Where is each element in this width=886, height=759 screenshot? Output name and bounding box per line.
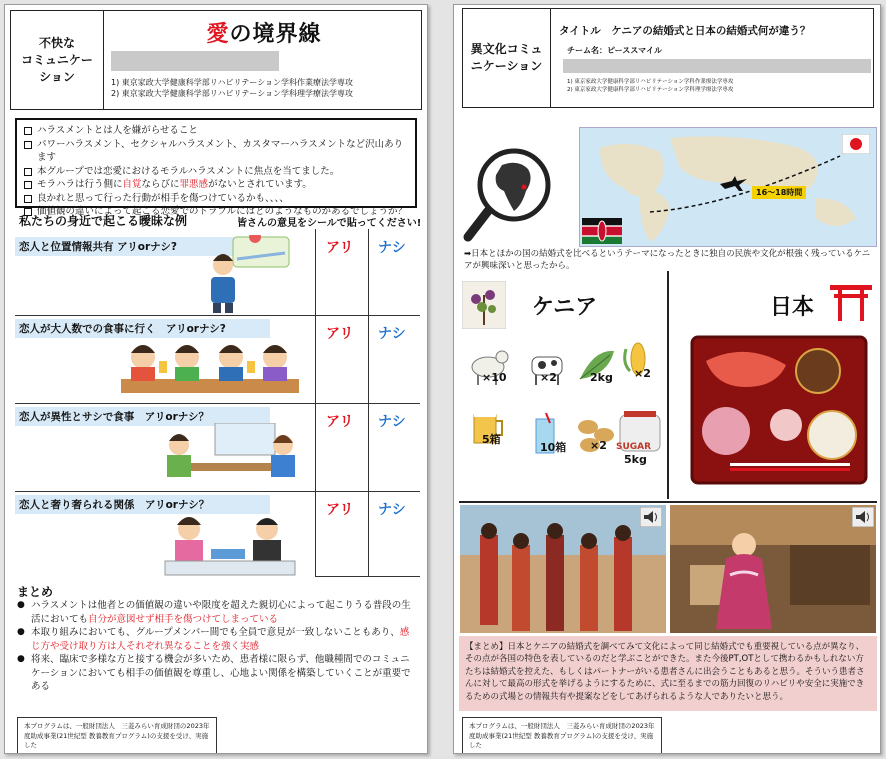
japan-label: 日本	[770, 295, 815, 320]
intro-box	[15, 118, 417, 217]
vote-yes-cell[interactable]: アリ	[326, 502, 354, 518]
dowry-quantity: ×2	[540, 371, 557, 384]
example-row	[15, 315, 315, 403]
intro-emphasis: 罪悪感	[179, 179, 209, 190]
vote-yes-cell[interactable]: アリ	[326, 326, 354, 342]
intro-item: パワーハラスメント、セクシャルハラスメント、カスタマーハラスメントなど沢山あります	[23, 138, 409, 165]
vote-yes-cell[interactable]: アリ	[326, 414, 354, 430]
page-title	[107, 17, 421, 48]
bento-tray-illustration	[690, 335, 868, 487]
summary-emphasis: 自分が意図せず相手を傷つけてしまっている	[88, 613, 279, 625]
dowry-item	[524, 413, 572, 461]
affiliation-2: 2) 東京家政大学健康科学部リハビリテーション学科理学療法学専攻	[567, 87, 734, 93]
japan-wedding-photo	[670, 505, 876, 633]
title-heart: 愛	[206, 22, 230, 47]
plant-icon	[462, 281, 506, 329]
magnifier-africa-illustration	[462, 145, 572, 245]
affiliation-1: 1) 東京家政大学健康科学部リハビリテーション学科作業療法学専攻	[111, 78, 354, 87]
page-title: タイトル ケニアの結婚式と日本の結婚式何が違う？	[559, 25, 811, 37]
funding-note: 本プログラムは、一般財団法人 三菱みらい育成財団の2023年度助成事業(21世紀型 教養教育プログラム)の支援を受け、実施した	[462, 717, 662, 754]
poster-left	[4, 4, 428, 754]
team-name: チーム名：ピーススマイル	[567, 46, 662, 55]
sugar-label: SUGAR	[616, 442, 652, 452]
section-divider	[459, 501, 877, 503]
vote-no-cell[interactable]: ナシ	[378, 240, 406, 256]
intro-item: 本グループでは恋愛におけるモラルハラスメントに焦点を当てました。	[23, 165, 409, 179]
dowry-quantity: ×2	[634, 367, 651, 380]
conclusion-box: 【まとめ】日本とケニアの結婚式を調べてみて文化によって同じ結婚式でも重要視している点が異なり、その点が各国の特色を表しているのだと学ぶことができた。また今後PT,OTとして携わるかもしれない方たちは結婚式を控えた、もしくはパートナーがいる患者さんに出会うこともあると思う。そういう患者さんに対して最高の形式を挙げるようにするために、式に至るまでの筋力回復のリハビリや安全に実施できるための式場との情報共有や提案などをしてあげられるような人でありたいと思う。	[459, 636, 877, 711]
location-sharing-illustration	[195, 235, 305, 315]
example-row	[15, 403, 315, 491]
affiliations	[567, 78, 867, 94]
dowry-item	[466, 345, 514, 393]
one-on-one-dinner-illustration	[155, 423, 305, 489]
vote-no-cell[interactable]: ナシ	[378, 326, 406, 342]
category-label: 不快な コミュニケー ション	[11, 11, 104, 109]
flight-time-badge: 16～18時間	[752, 186, 806, 199]
example-label: 恋人と奢り奢られる関係 アリorナシ？	[15, 495, 270, 514]
dowry-item	[574, 413, 622, 461]
dowry-item	[574, 345, 622, 393]
kenya-wedding-photo	[460, 505, 666, 633]
summary-text: ハラスメントは他者との価値観の違いや限度を超えた親切心によって起こりうる普段の生活においても	[31, 600, 411, 625]
affiliation-2: 2) 東京家政大学健康科学部リハビリテーション学科理学療法学専攻	[111, 89, 354, 98]
intro-text: ならびに	[141, 179, 180, 190]
example-label: 恋人が大人数での食事に行く アリorナシ?	[15, 319, 270, 338]
vote-no-cell[interactable]: ナシ	[378, 414, 406, 430]
summary-text: 将来、臨床で多様な方と接する機会が多いため、患者様に限らず、他職種間でのコミュニケーションにおいても相手の価値観を尊重し、心地よい関係を構築していくことが重要である	[31, 654, 411, 692]
summary-text: 本取り組みにおいても、グループメンバー間でも全員で意見が一致しないこともあり、	[31, 627, 400, 638]
example-row	[15, 491, 315, 579]
category-label: 異文化コミュ ニケーション	[463, 9, 551, 107]
affiliation-1: 1) 東京家政大学健康科学部リハビリテーション学科作業療法学専攻	[567, 79, 734, 85]
funding-note: 本プログラムは、一般財団法人 三菱みらい育成財団の2023年度助成事業(21世紀型 教養教育プログラム)の支援を受け、実施した	[17, 717, 217, 754]
dowry-quantity: ×10	[482, 371, 507, 384]
poster-right	[453, 4, 881, 754]
intro-item: 価値観の違いによって起こる恋愛でのトラブルにはどのようなものがあるでしょうか？	[23, 205, 409, 219]
kenya-flag-icon	[582, 218, 622, 244]
column-divider	[667, 271, 669, 499]
world-map	[579, 127, 877, 247]
dowry-quantity: 5kg	[624, 453, 647, 466]
author-names-redacted	[111, 51, 279, 71]
title-rest: の境界線	[229, 22, 322, 47]
dowry-quantity: ×2	[590, 439, 607, 452]
header	[462, 8, 874, 108]
vote-no-cell[interactable]: ナシ	[378, 502, 406, 518]
group-dinner-illustration	[115, 335, 305, 399]
summary-item	[17, 599, 417, 626]
author-names-redacted	[563, 59, 871, 73]
vote-grid	[315, 229, 419, 577]
example-label: 恋人と位置情報共有 アリorナシ?	[15, 237, 270, 256]
summary-list	[17, 599, 417, 694]
summary-title: まとめ	[17, 585, 54, 599]
sticker-note: 皆さんの意見をシールで貼ってください!	[237, 218, 422, 229]
kenya-label: ケニア	[532, 295, 598, 320]
example-label: 恋人が異性とサシで食事 アリorナシ？	[15, 407, 270, 426]
intro-text: モラハラは行う側に	[37, 179, 123, 190]
paying-bill-illustration	[155, 509, 305, 579]
dowry-quantity: 10箱	[540, 441, 567, 454]
intro-text: がないとされています。	[208, 179, 312, 190]
vote-yes-cell[interactable]: アリ	[326, 240, 354, 256]
summary-item	[17, 653, 417, 694]
example-heading: 私たちの身近で起こる曖昧な例	[19, 214, 188, 228]
dowry-quantity: 5箱	[482, 433, 501, 446]
intro-emphasis: 自覚	[122, 179, 142, 190]
japan-flag-icon	[842, 134, 870, 154]
affiliations	[111, 77, 421, 99]
motive-text: ➡日本とほかの国の結婚式を比べるというテーマになったときに独自の民族や文化が根強く残っているケニアが興味深いと思ったから。	[464, 249, 871, 271]
intro-item: ハラスメントとは人を嫌がらせること	[23, 124, 409, 138]
torii-icon	[830, 281, 872, 321]
intro-item	[23, 178, 409, 192]
dowry-item	[524, 345, 572, 393]
speaker-icon[interactable]	[852, 507, 874, 527]
summary-item	[17, 626, 417, 653]
dowry-item	[466, 405, 514, 453]
map-illustration	[580, 128, 878, 248]
dowry-quantity: 2kg	[590, 371, 613, 384]
dowry-item	[618, 341, 666, 389]
example-row	[15, 233, 315, 321]
header	[10, 10, 422, 110]
intro-item: 良かれと思って行った行動が相手を傷つけているかも、、、、	[23, 192, 409, 206]
speaker-icon[interactable]	[640, 507, 662, 527]
summary-emphasis: 感じ方や受け取り方は人それぞれ異なることを強く実感	[31, 627, 410, 652]
